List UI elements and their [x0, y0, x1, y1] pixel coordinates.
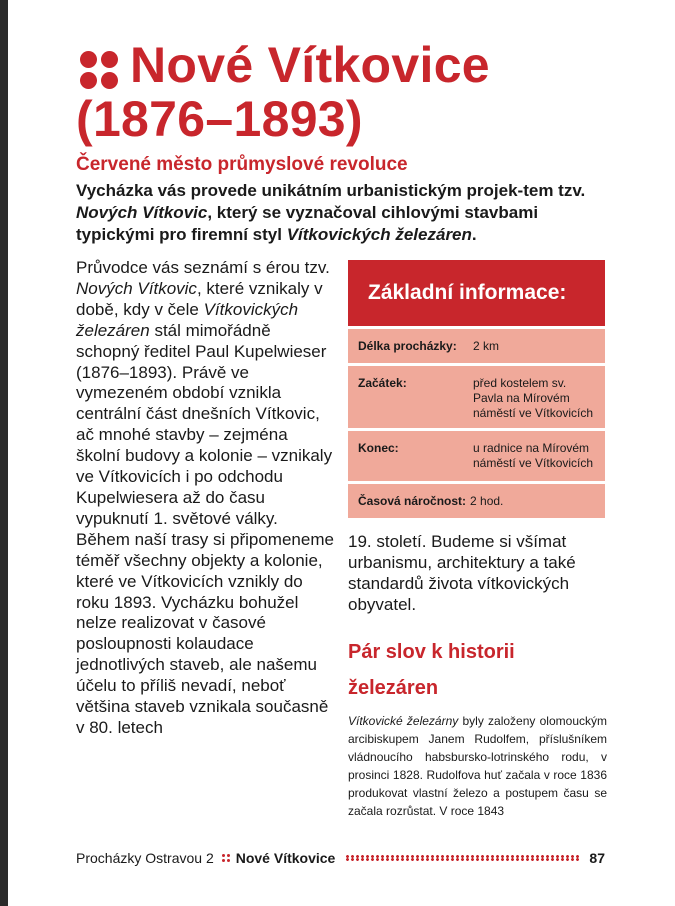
info-value: před kostelem sv. Pavla na Mírovém náměstí ve Vítkovicích [473, 376, 594, 420]
info-box [348, 260, 605, 515]
body-paragraph [76, 258, 334, 739]
history-paragraph [348, 712, 607, 820]
info-value: 2 km [473, 338, 500, 353]
info-row-duration [348, 484, 605, 518]
text-run: Průvodce vás seznámí s érou tzv. [76, 258, 330, 277]
body-paragraph: 19. století. Budeme si všímat urbanismu, architektury a také standardů života vítkovických obyvatel. [348, 532, 576, 614]
info-box-heading: Základní informace: [348, 260, 605, 326]
lead-paragraph [76, 180, 616, 246]
text-run: byly založeny olomouckým arcibiskupem Janem Rudolfem, příslušníkem vládnoucího habsbursko-lotrinského rodu, v prosinci 1828. Rudolfova huť začala v roce 1836 produkovat vlastní železo a postupem času se začala rozrůstat. V roce 1843 [348, 714, 607, 818]
lead-run: . [471, 225, 477, 244]
footer-dots-icon [222, 854, 230, 862]
lead-run: Vycházka vás provede unikátním urbanistickým projek-tem tzv. [76, 181, 586, 200]
body-text-right [348, 532, 608, 616]
footer-dot-rule [345, 855, 579, 861]
text-run: Vítkovické železárny [348, 714, 459, 728]
page-title [76, 38, 490, 146]
subtitle: Červené město průmyslové revoluce [76, 154, 408, 175]
info-row-length [348, 326, 605, 366]
body-text-left [76, 258, 334, 739]
info-row-start [348, 366, 605, 431]
lead-run: , který se vyznačoval cihlovými stavbami typickými pro firemní styl [76, 203, 539, 244]
text-run: Nových Vítkovic [76, 278, 197, 298]
page-footer [76, 848, 605, 868]
lead-run: Vítkovických železáren [286, 225, 472, 244]
page-edge-bar [0, 0, 8, 906]
text-run: stál mimořádně schopný ředitel Paul Kupelwieser (1876–1893). Právě ve vymezeném období vznikla centrální část dnešních Vítkovic, ač mnohé stavby – zejména školní budovy a kolonie – vznikaly ve Vítkovicích i po odchodu Kupelwiesera až do času vypuknutí 1. světové války. Během naší trasy si připomeneme téměř všechny objekty a kolonie, které ve Vítkovicích vznikly do roku 1893. Vycházku bohužel nelze realizovat v časové posloupnosti kolaudace jednotlivých staveb, ale našemu účelu to příliš nevadí, neboť většina staveb vznikala současně v 80. letech [76, 320, 334, 737]
info-row-end [348, 431, 605, 484]
info-label: Délka procházky: [358, 338, 457, 353]
footer-series: Procházky Ostravou 2 [76, 850, 214, 866]
info-value: 2 hod. [470, 493, 504, 508]
page-number: 87 [589, 850, 605, 866]
footer-chapter: Nové Vítkovice [235, 850, 336, 866]
info-label: Konec: [358, 441, 399, 455]
info-label: Začátek: [358, 376, 407, 390]
title-line-2: (1876–1893) [76, 91, 363, 147]
text-run: Vítkovických železáren [76, 299, 299, 340]
lead-run: Nových Vítkovic [76, 203, 208, 222]
title-line-1: Nové Vítkovice [130, 37, 490, 93]
info-label: Časová náročnost: [358, 493, 467, 508]
text-run: , které vznikaly v době, kdy v čele [76, 278, 323, 319]
section-heading: Pár slov k historii železáren [348, 641, 515, 699]
info-value: u radnice na Mírovém náměstí ve Vítkovicích [473, 441, 594, 470]
